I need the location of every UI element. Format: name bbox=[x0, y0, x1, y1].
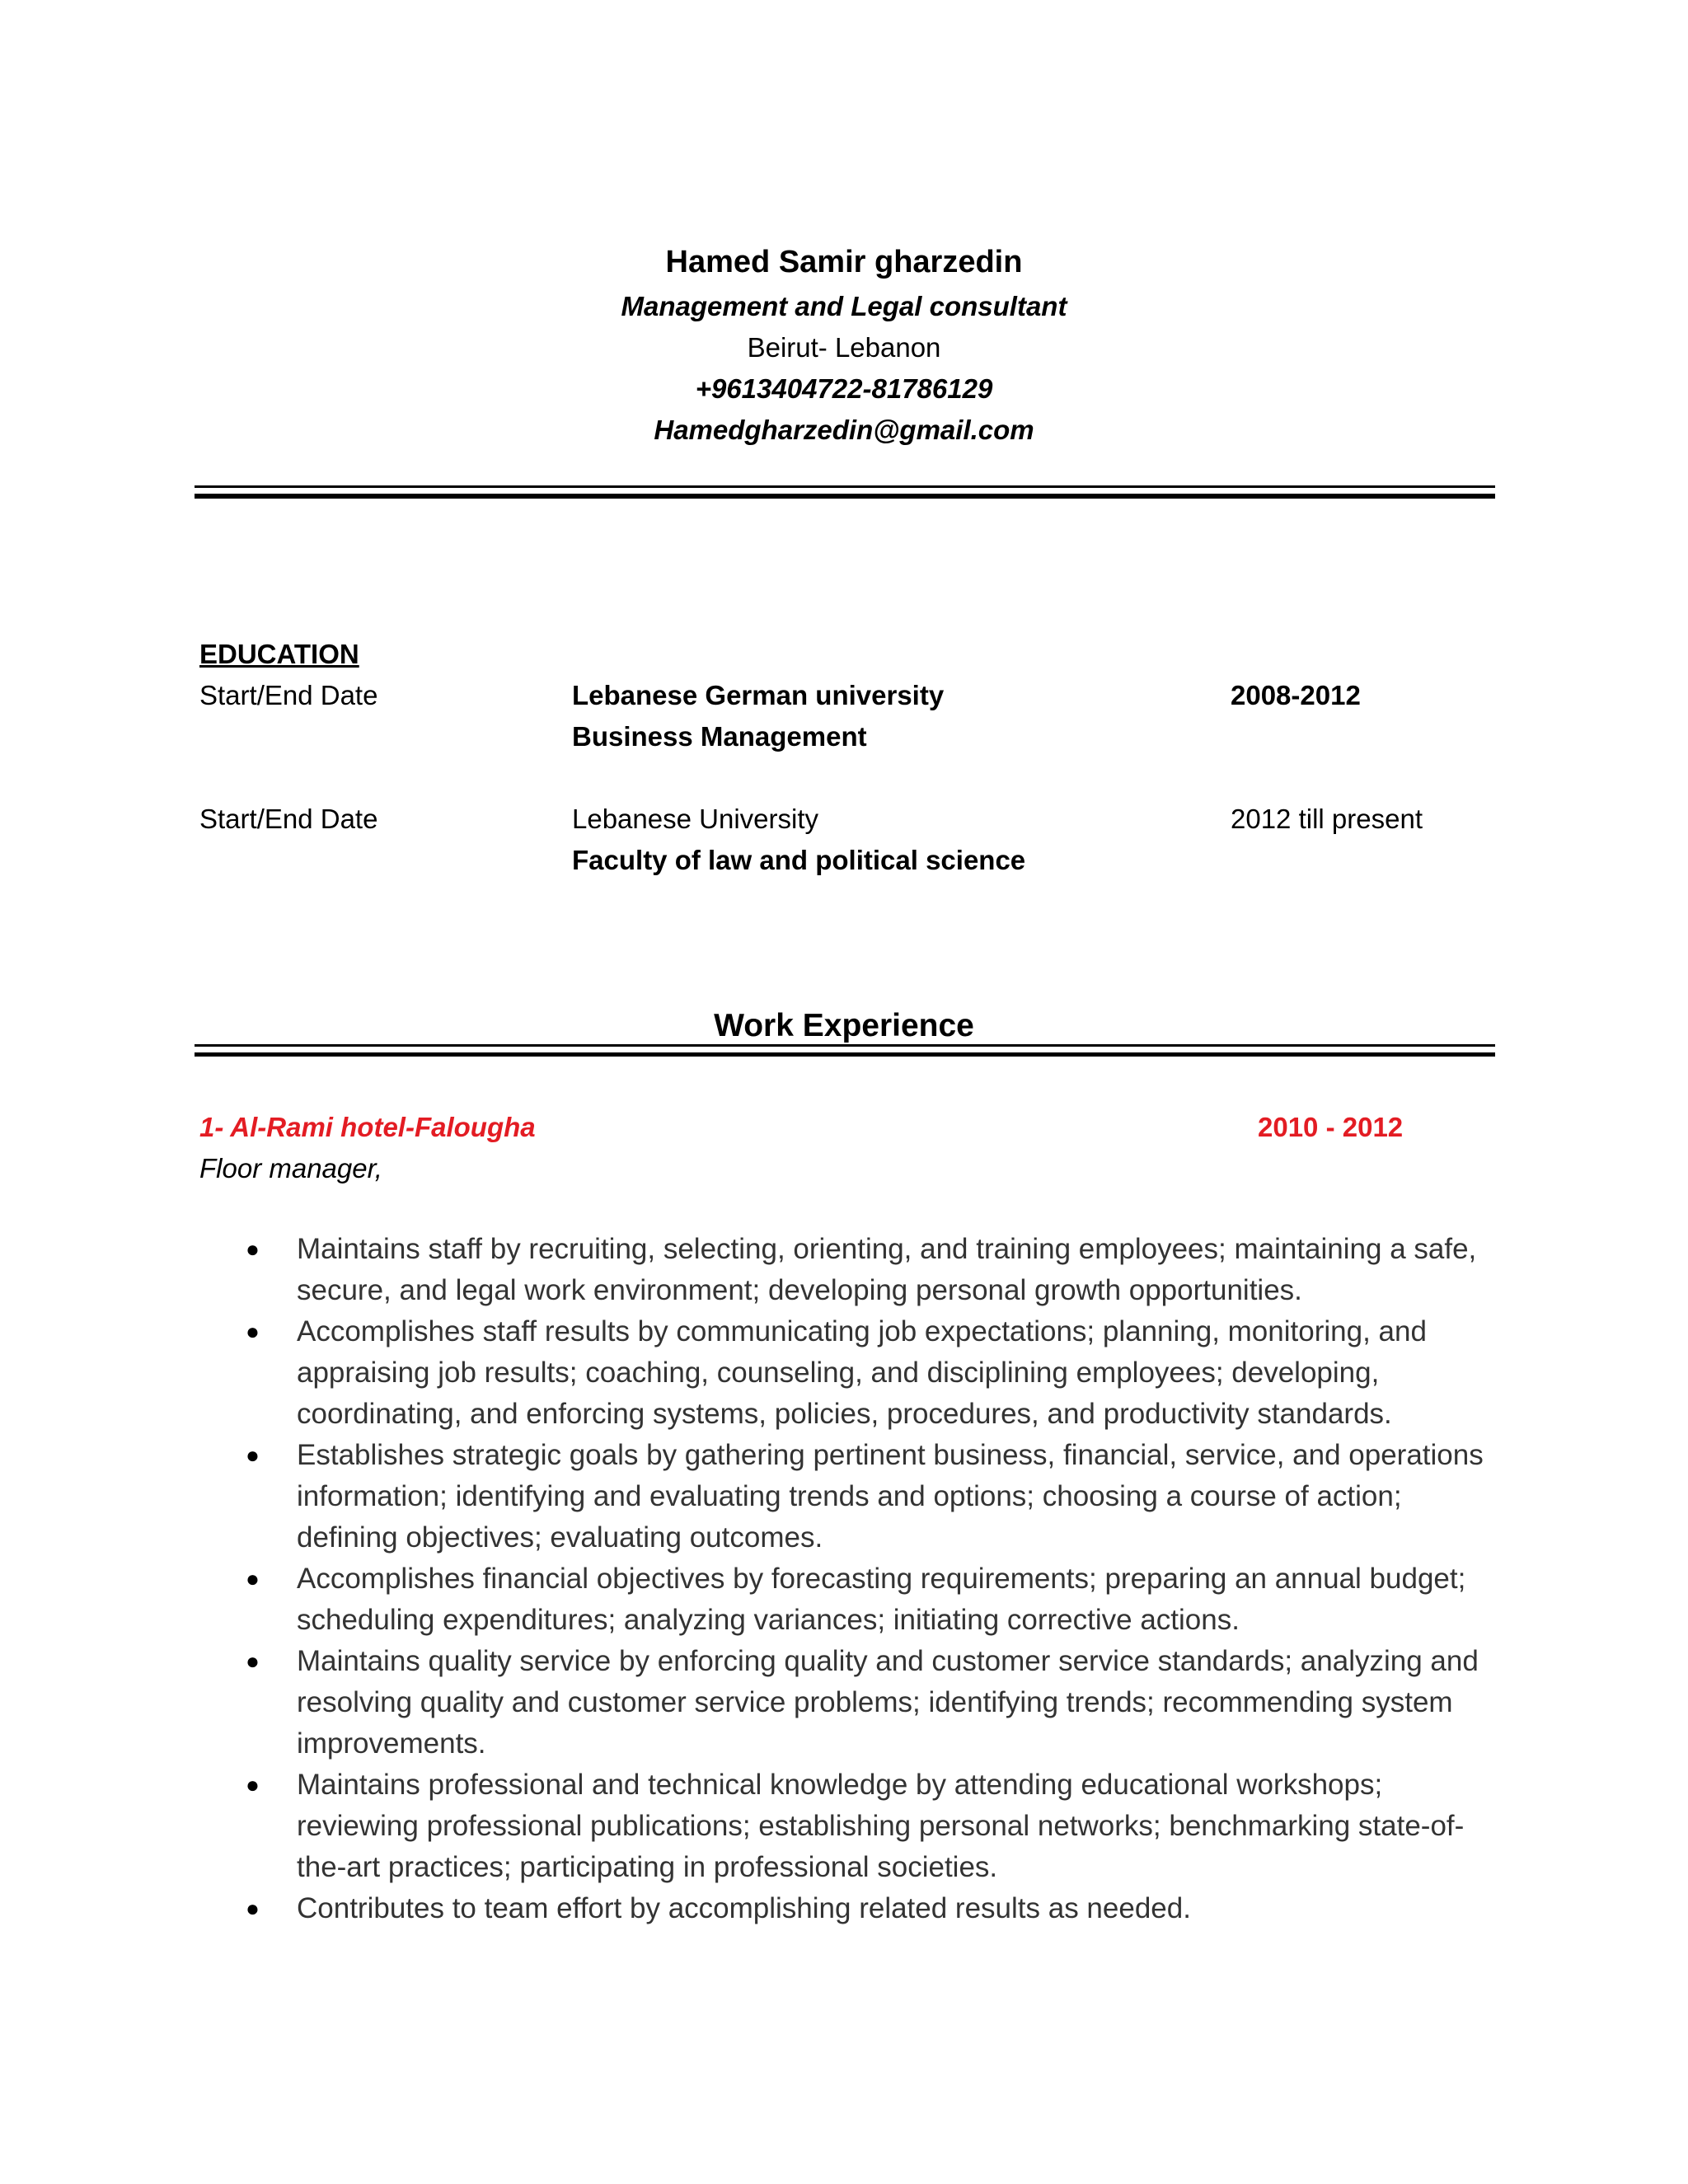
bullet-icon: ● bbox=[246, 1319, 260, 1344]
education-institution: Lebanese University bbox=[572, 804, 818, 834]
education-dates: 2008-2012 bbox=[1231, 680, 1361, 710]
header-divider-thin bbox=[195, 485, 1495, 488]
bullet-icon: ● bbox=[246, 1772, 260, 1797]
job-role: Floor manager, bbox=[199, 1153, 382, 1183]
bullet-icon: ● bbox=[246, 1896, 260, 1921]
candidate-phone: +9613404722-81786129 bbox=[695, 373, 993, 404]
education-heading: EDUCATION bbox=[199, 639, 359, 669]
candidate-name: Hamed Samir gharzedin bbox=[665, 245, 1023, 279]
work-experience-heading: Work Experience bbox=[714, 1008, 974, 1043]
duty-text: Maintains staff by recruiting, selecting, orienting, and training employees; maintaining a safe, secure, and legal work environment; developing personal growth opportunities. bbox=[297, 1233, 1477, 1306]
job-company: 1- Al-Rami hotel-Falougha bbox=[199, 1112, 536, 1142]
list-item bbox=[246, 1435, 1508, 1558]
duty-text: Maintains quality service by enforcing quality and customer service standards; analyzing and resolving quality and customer service problems; identifying trends; recommending system improvements. bbox=[297, 1645, 1479, 1760]
candidate-title: Management and Legal consultant bbox=[621, 291, 1067, 321]
list-item bbox=[246, 1229, 1508, 1311]
job-duties-list bbox=[246, 1229, 1508, 1929]
bullet-icon: ● bbox=[246, 1236, 260, 1262]
work-divider-thin bbox=[195, 1044, 1495, 1047]
duty-text: Accomplishes financial objectives by forecasting requirements; preparing an annual budget; scheduling expenditures; analyzing variances; initiating corrective actions. bbox=[297, 1563, 1466, 1636]
duty-text: Maintains professional and technical knowledge by attending educational workshops; reviewing professional publications; establishing personal networks; benchmarking state-of-the-art practices; participating in professional societies. bbox=[297, 1769, 1465, 1883]
candidate-location: Beirut- Lebanon bbox=[747, 332, 941, 363]
bullet-icon: ● bbox=[246, 1566, 260, 1591]
candidate-email: Hamedgharzedin@gmail.com bbox=[654, 415, 1034, 445]
education-dates: 2012 till present bbox=[1231, 804, 1423, 834]
list-item bbox=[246, 1311, 1508, 1435]
list-item bbox=[246, 1888, 1508, 1929]
education-program: Faculty of law and political science bbox=[572, 845, 1026, 875]
education-date-label: Start/End Date bbox=[199, 804, 378, 834]
list-item bbox=[246, 1558, 1508, 1641]
list-item bbox=[246, 1765, 1508, 1888]
education-program: Business Management bbox=[572, 721, 867, 752]
work-divider-thick bbox=[195, 1052, 1495, 1057]
education-date-label: Start/End Date bbox=[199, 680, 378, 710]
header-divider-thick bbox=[195, 494, 1495, 499]
duty-text: Establishes strategic goals by gathering pertinent business, financial, service, and operations information; identifying and evaluating trends and options; choosing a course of action; defining objectives; evaluating outcomes. bbox=[297, 1439, 1484, 1554]
job-dates: 2010 - 2012 bbox=[1258, 1112, 1404, 1142]
bullet-icon: ● bbox=[246, 1648, 260, 1674]
duty-text: Accomplishes staff results by communicating job expectations; planning, monitoring, and appraising job results; coaching, counseling, and disciplining employees; developing, coordinating, and enforcing systems, policies, procedures, and productivity standards. bbox=[297, 1315, 1427, 1430]
bullet-icon: ● bbox=[246, 1442, 260, 1468]
duty-text: Contributes to team effort by accomplishing related results as needed. bbox=[297, 1892, 1191, 1924]
list-item bbox=[246, 1641, 1508, 1765]
education-institution: Lebanese German university bbox=[572, 680, 945, 710]
